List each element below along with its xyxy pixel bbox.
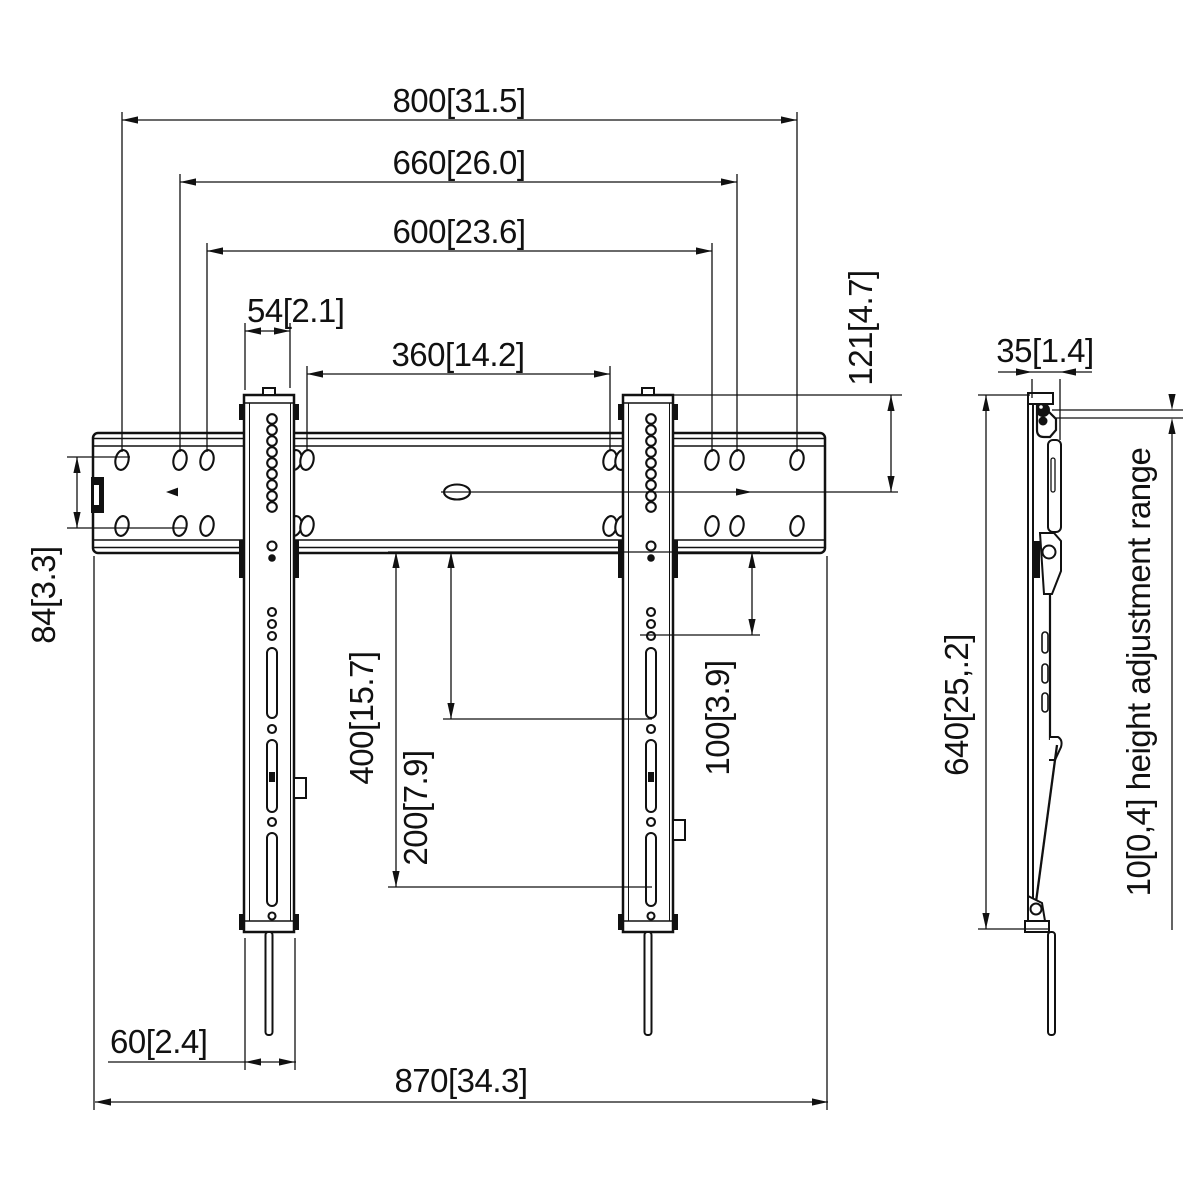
- right-bracket: [618, 388, 678, 932]
- side-wall-plate: [1028, 393, 1033, 923]
- side-bottom-cap: [1025, 921, 1049, 932]
- side-bottom-strip: [1048, 932, 1055, 1035]
- dim-label-360: 360[14.2]: [391, 336, 525, 373]
- height-adjustment-note: 10[0,4] height adjustment range: [1120, 447, 1157, 897]
- dim-label-121: 121[4.7]: [842, 270, 879, 386]
- rail-end-lock: [91, 477, 104, 513]
- side-front-edge: [1036, 745, 1057, 902]
- left-bracket-latch-tab: [294, 778, 306, 798]
- dim-label-600: 600[23.6]: [392, 213, 526, 250]
- side-foot-screw: [1031, 904, 1042, 915]
- dim-label-100: 100[3.9]: [699, 660, 736, 776]
- dim-label-84: 84[3.3]: [25, 546, 62, 644]
- dim-label-640: 640[25,.2]: [938, 634, 975, 776]
- dim-label-400: 400[15.7]: [343, 651, 380, 785]
- dimension-annotations: [25, 82, 1183, 1110]
- dim-label-800: 800[31.5]: [392, 82, 526, 119]
- dim-label-200: 200[7.9]: [397, 750, 434, 866]
- dim-label-870: 870[34.3]: [394, 1062, 528, 1099]
- left-bracket: [239, 388, 299, 932]
- dim-label-54: 54[2.1]: [247, 292, 345, 329]
- side-view: [1025, 393, 1062, 1035]
- side-latch-body: [1040, 533, 1061, 594]
- right-bracket-latch-tab: [673, 820, 685, 840]
- right-bracket-strip: [645, 932, 652, 1035]
- left-bracket-strip: [266, 932, 273, 1035]
- dim-label-35: 35[1.4]: [996, 332, 1094, 369]
- dim-label-660: 660[26.0]: [392, 144, 526, 181]
- dim-label-60: 60[2.4]: [110, 1023, 208, 1060]
- side-latch-knob: [1043, 546, 1056, 559]
